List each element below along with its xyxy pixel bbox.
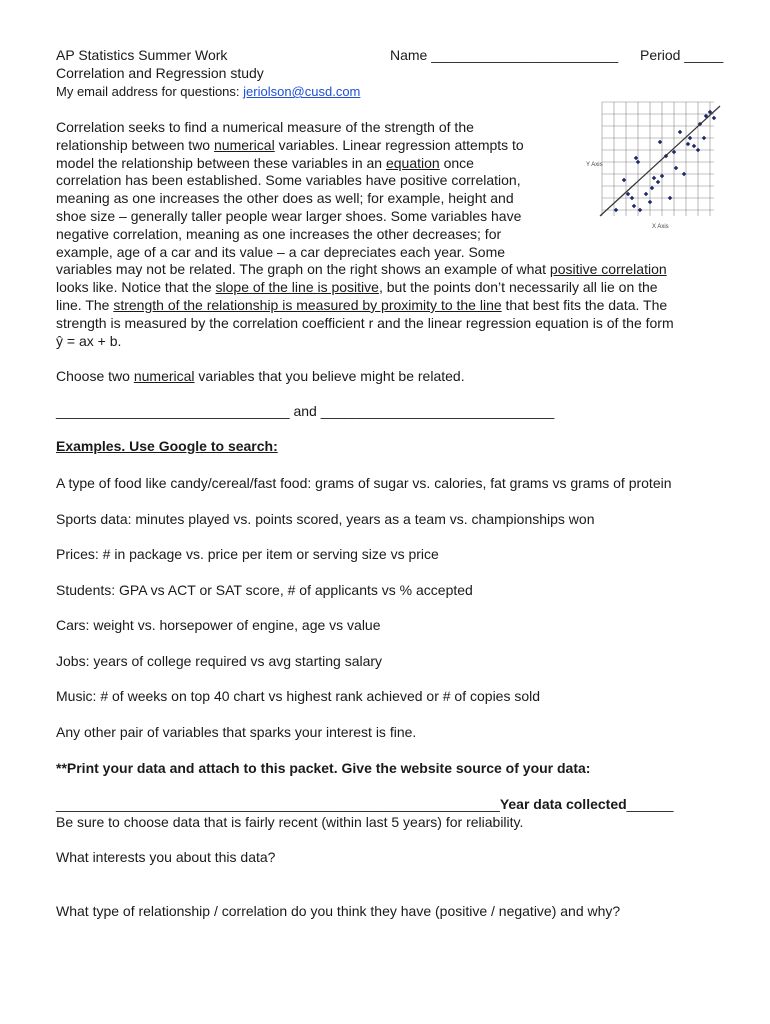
email-line <box>56 84 360 100</box>
scatter-point <box>682 172 687 177</box>
scatter-point <box>686 142 691 147</box>
period-field[interactable]: Period _____ <box>640 47 724 63</box>
course-title: AP Statistics Summer Work <box>56 47 228 63</box>
year-blank[interactable]: ______ <box>626 796 674 812</box>
intro-line: correlation has been established. Some variables have positive correlation, <box>56 172 521 189</box>
choose-prompt: Choose two numerical variables that you believe might be related. <box>56 368 465 384</box>
y-axis-label: Y Axis <box>586 162 603 168</box>
example-item: Jobs: years of college required vs avg starting salary <box>56 653 383 669</box>
intro-line: model the relationship between these variables in an equation once <box>56 154 474 171</box>
intro-line: example, age of a car and its value – a car depreciates each year. Some <box>56 243 506 260</box>
question-relationship: What type of relationship / correlation do you think they have (positive / negative) and why? <box>56 903 621 919</box>
variable-2-blank[interactable]: ______________________________ <box>320 403 555 419</box>
intro-line: looks like. Notice that the slope of the line is positive, but the points don’t necessarily all lie on the <box>56 279 658 296</box>
example-item: Any other pair of variables that sparks your interest is fine. <box>56 724 417 740</box>
example-item: Cars: weight vs. horsepower of engine, age vs value <box>56 617 381 633</box>
recent-note: Be sure to choose data that is fairly recent (within last 5 years) for reliability. <box>56 814 524 830</box>
email-link[interactable]: jeriolson@cusd.com <box>243 84 361 99</box>
source-line[interactable] <box>56 796 673 813</box>
variable-1-blank[interactable]: ______________________________ <box>56 403 290 419</box>
example-item: A type of food like candy/cereal/fast food: grams of sugar vs. calories, fat grams vs grams of protein <box>56 475 672 491</box>
example-item: Sports data: minutes played vs. points scored, years as a team vs. championships won <box>56 511 595 527</box>
scatter-point <box>696 148 701 153</box>
page-subtitle: Correlation and Regression study <box>56 65 264 81</box>
email-prefix: My email address for questions: <box>56 84 244 99</box>
example-item: Prices: # in package vs. price per item or serving size vs price <box>56 546 439 562</box>
intro-line: line. The strength of the relationship is measured by proximity to the line that best fits the data. The <box>56 296 668 313</box>
scatter-point <box>678 130 683 135</box>
intro-paragraph <box>56 119 674 350</box>
scatter-point <box>712 116 717 121</box>
intro-line: relationship between two numerical variables. Linear regression attempts to <box>56 136 524 153</box>
intro-line: Correlation seeks to find a numerical measure of the strength of the <box>56 119 474 135</box>
intro-line: ŷ = ax + b. <box>56 332 122 349</box>
intro-line: shoe size – generally taller people wear larger shoes. Some variables have <box>56 207 522 224</box>
variable-blanks[interactable]: ______________________________ and ______________________________ <box>56 403 555 419</box>
example-item: Music: # of weeks on top 40 chart vs highest rank achieved or # of copies sold <box>56 688 541 704</box>
scatter-point <box>702 136 707 141</box>
print-heading: **Print your data and attach to this packet. Give the website source of your data: <box>56 760 591 776</box>
scatter-point <box>688 136 693 141</box>
intro-line: variables may not be related. The graph on the right shows an example of what positive correlation <box>56 261 667 278</box>
question-interests: What interests you about this data? <box>56 849 276 865</box>
intro-line: negative correlation, meaning as one increases the other decreases; for <box>56 225 502 242</box>
scatter-point <box>674 166 679 171</box>
x-axis-label: X Axis <box>652 224 669 230</box>
intro-line: meaning as one increases the other does as well; for example, height and <box>56 190 514 207</box>
scatter-point <box>692 144 697 149</box>
source-blank[interactable]: _________________________________________________________ <box>56 796 500 812</box>
examples-heading: Examples. Use Google to search: <box>56 438 278 454</box>
year-label: Year data collected <box>499 796 627 812</box>
intro-line: strength is measured by the correlation coefficient r and the linear regression equation is of the form <box>56 314 674 331</box>
example-item: Students: GPA vs ACT or SAT score, # of applicants vs % accepted <box>56 582 473 598</box>
name-field[interactable]: Name ________________________ <box>390 47 619 63</box>
